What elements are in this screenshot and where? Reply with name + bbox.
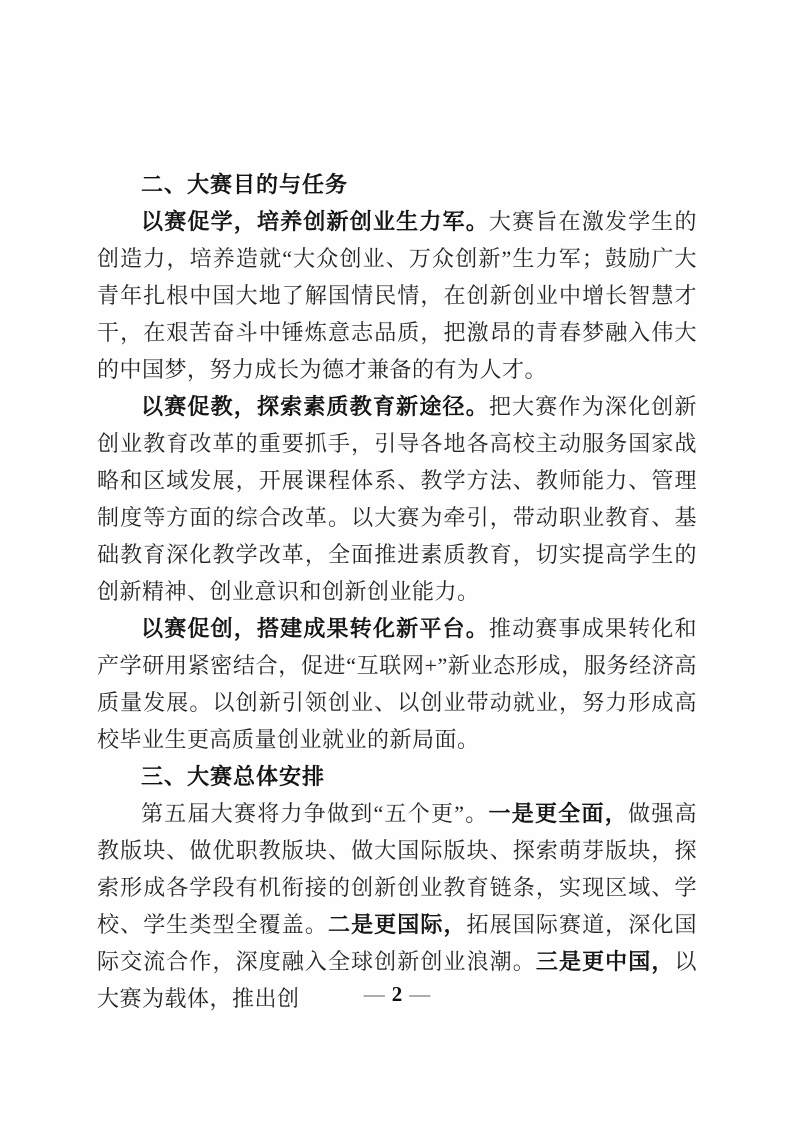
page-footer xyxy=(0,982,794,1006)
document-content xyxy=(97,166,697,1017)
paragraph xyxy=(97,388,697,610)
text-run: 以赛促创，搭建成果转化新平台。 xyxy=(141,616,489,641)
text-run: 以赛促教，探索素质教育新途径。 xyxy=(141,394,489,419)
text-run: 一是更全面， xyxy=(488,801,628,826)
section-heading: 三、大赛总体安排 xyxy=(141,764,326,789)
text-run: 三是更中国， xyxy=(535,949,675,974)
text-run: 以大赛为载体，推出创 xyxy=(97,949,697,1011)
text-run: 做强高教版块、做优职教版块、做大国际版块、探索萌芽版块，探索形成各学段有机衔接的创新创业教育链条，实现区域、学校、学生类型全覆盖。 xyxy=(97,801,697,937)
text-run: 推动赛事成果转化和产学研用紧密结合，促进“互联网+”新业态形成，服务经济高质量发展。以创新引领创业、以创业带动就业，努力形成高校毕业生更高质量创业就业的新局面。 xyxy=(97,616,697,752)
text-run: 二是更国际， xyxy=(327,912,467,937)
text-run: 拓展国际赛道，深化国际交流合作，深度融入全球创新创业浪潮。 xyxy=(97,912,697,974)
footer-dash-right: — xyxy=(409,982,431,1006)
text-run: 第五届大赛将力争做到“五个更”。 xyxy=(141,801,489,826)
section-heading: 二、大赛目的与任务 xyxy=(141,172,349,197)
text-run: 大赛旨在激发学生的创造力，培养造就“大众创业、万众创新”生力军；鼓励广大青年扎根中国大地了解国情民情，在创新创业中增长智慧才干，在艰苦奋斗中锤炼意志品质，把激昂的青春梦融入伟大的中国梦，努力成长为德才兼备的有为人才。 xyxy=(97,209,697,382)
footer-dash-left: — xyxy=(363,982,385,1006)
paragraph xyxy=(97,610,697,758)
text-run: 把大赛作为深化创新创业教育改革的重要抓手，引导各地各高校主动服务国家战略和区域发展，开展课程体系、教学方法、教师能力、管理制度等方面的综合改革。以大赛为牵引，带动职业教育、基础教育深化教学改革，全面推进素质教育，切实提高学生的创新精神、创业意识和创新创业能力。 xyxy=(97,394,697,604)
text-run: 以赛促学，培养创新创业生力军。 xyxy=(141,209,489,234)
paragraph xyxy=(97,203,697,388)
page-number: 2 xyxy=(391,982,403,1006)
